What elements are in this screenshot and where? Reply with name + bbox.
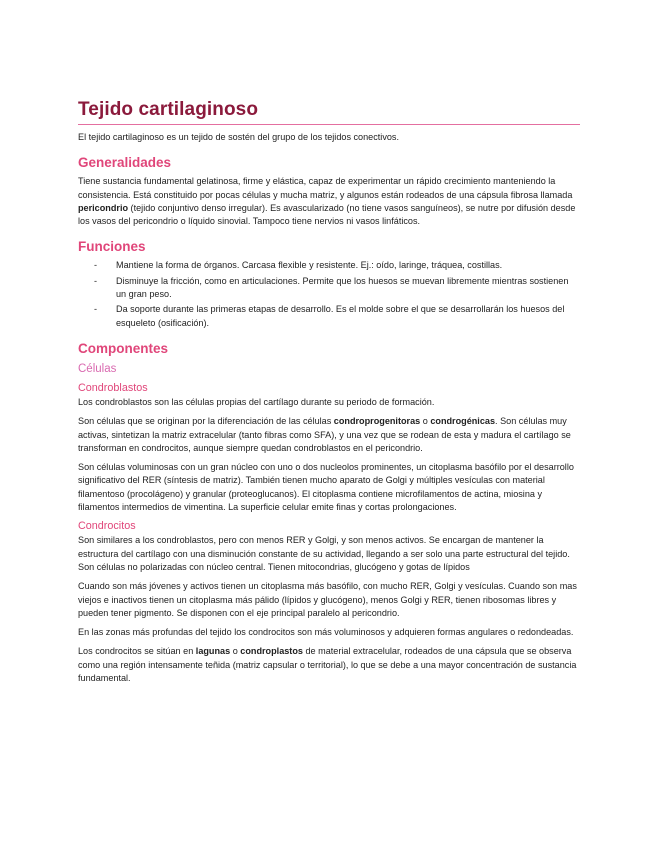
list-item: - Disminuye la fricción, como en articulaciones. Permite que los huesos se muevan libremente mientras sostienen un gran peso.	[94, 275, 569, 300]
heading-funciones: Funciones	[78, 239, 146, 255]
intro-paragraph: El tejido cartilaginoso es un tejido de sostén del grupo de los tejidos conectivos.	[78, 132, 400, 142]
condrocitos-paragraph-3: En las zonas más profundas del tejido los condrocitos son más voluminosos y adquieren formas angulares o redondeadas.	[78, 627, 574, 638]
dash-bullet: -	[94, 260, 98, 271]
page-title: Tejido cartilaginoso	[78, 98, 580, 125]
heading-generalidades: Generalidades	[78, 155, 172, 171]
dash-bullet: -	[94, 275, 98, 286]
document-page	[78, 98, 580, 685]
condrocitos-paragraph-1: Son similares a los condroblastos, pero con menos RER y Golgi, y son menos activos. Se encargan de mantener la estructura del cartílago con una disminución constante de su actividad, llegando a ser solo una parte estructural del tejido. Son células no polarizadas con núcleo central. Tienen mitocondrias, glucógeno y gotas de lípidos	[78, 535, 570, 572]
condroblastos-paragraph-3: Son células voluminosas con un gran núcleo con uno o dos nucleolos prominentes, un citoplasma basófilo por el desarrollo significativo del RER (síntesis de matriz). También tienen mucho aparato de Golgi y múltiples vesículas con material filamentoso (procolágeno) y granular (proteoglucanos). El citoplasma contiene microfilamentos de actina, miosina y filamentos intermedios de vimentina. La superficie celular emite finas y cortas prolongaciones.	[78, 462, 574, 513]
heading-componentes: Componentes	[78, 340, 169, 356]
heading-celulas: Células	[78, 362, 117, 375]
generalidades-paragraph: Tiene sustancia fundamental gelatinosa, firme y elástica, capaz de experimentar un rápido crecimiento manteniendo la consistencia. Está constituido por pocas células y mucha matriz, y algunos están rodeados de una cápsula fibrosa llamada pericondrio (tejido conjuntivo denso irregular). Es avascularizado (no tiene vasos sanguíneos), se nutre por difusión desde los vasos del pericondrio o líquido sinovial. Tampoco tiene nervios ni vasos linfáticos.	[78, 176, 576, 227]
condrocitos-paragraph-2: Cuando son más jóvenes y activos tienen un citoplasma más basófilo, con mucho RER, Golgi y vesículas. Cuando son mas viejos e inactivos tienen un citoplasma más pálido (lípidos y glucógeno), menos Golgi y RER, tienen ribosomas libres y pueden tener pigmento. Se disponen con el eje principal paralelo al pericondrio.	[78, 581, 577, 618]
condrocitos-paragraph-4: Los condrocitos se sitúan en lagunas o condroplastos de material extracelular, rodeados de una cápsula que se observa como una región intensamente teñida (matriz capsular o territorial), lo que se debe a una mayor concentración de sustancia fundamental.	[78, 646, 577, 684]
list-item: - Mantiene la forma de órganos. Carcasa flexible y resistente. Ej.: oído, laringe, tráquea, costillas.	[78, 259, 580, 272]
condroblastos-paragraph-1: Los condroblastos son las células propias del cartílago durante su periodo de formación.	[78, 396, 435, 407]
heading-condroblastos: Condroblastos	[78, 381, 148, 394]
funciones-list	[78, 259, 580, 329]
list-item: - Da soporte durante las primeras etapas de desarrollo. Es el molde sobre el que se desarrollarán los huesos del esqueleto (osificación).	[94, 304, 565, 328]
dash-bullet: -	[94, 304, 98, 315]
heading-condrocitos: Condrocitos	[78, 520, 136, 533]
condroblastos-paragraph-2: Son células que se originan por la diferenciación de las células condroprogenitoras o condrogénicas. Son células muy activas, sintetizan la matriz extracelular (tanto fibras como SFA), y una vez que se rodean de esta y madura el cartílago se transforman en condrocitos, aunque siempre quedan condroblastos en el pericondrio.	[78, 416, 571, 453]
